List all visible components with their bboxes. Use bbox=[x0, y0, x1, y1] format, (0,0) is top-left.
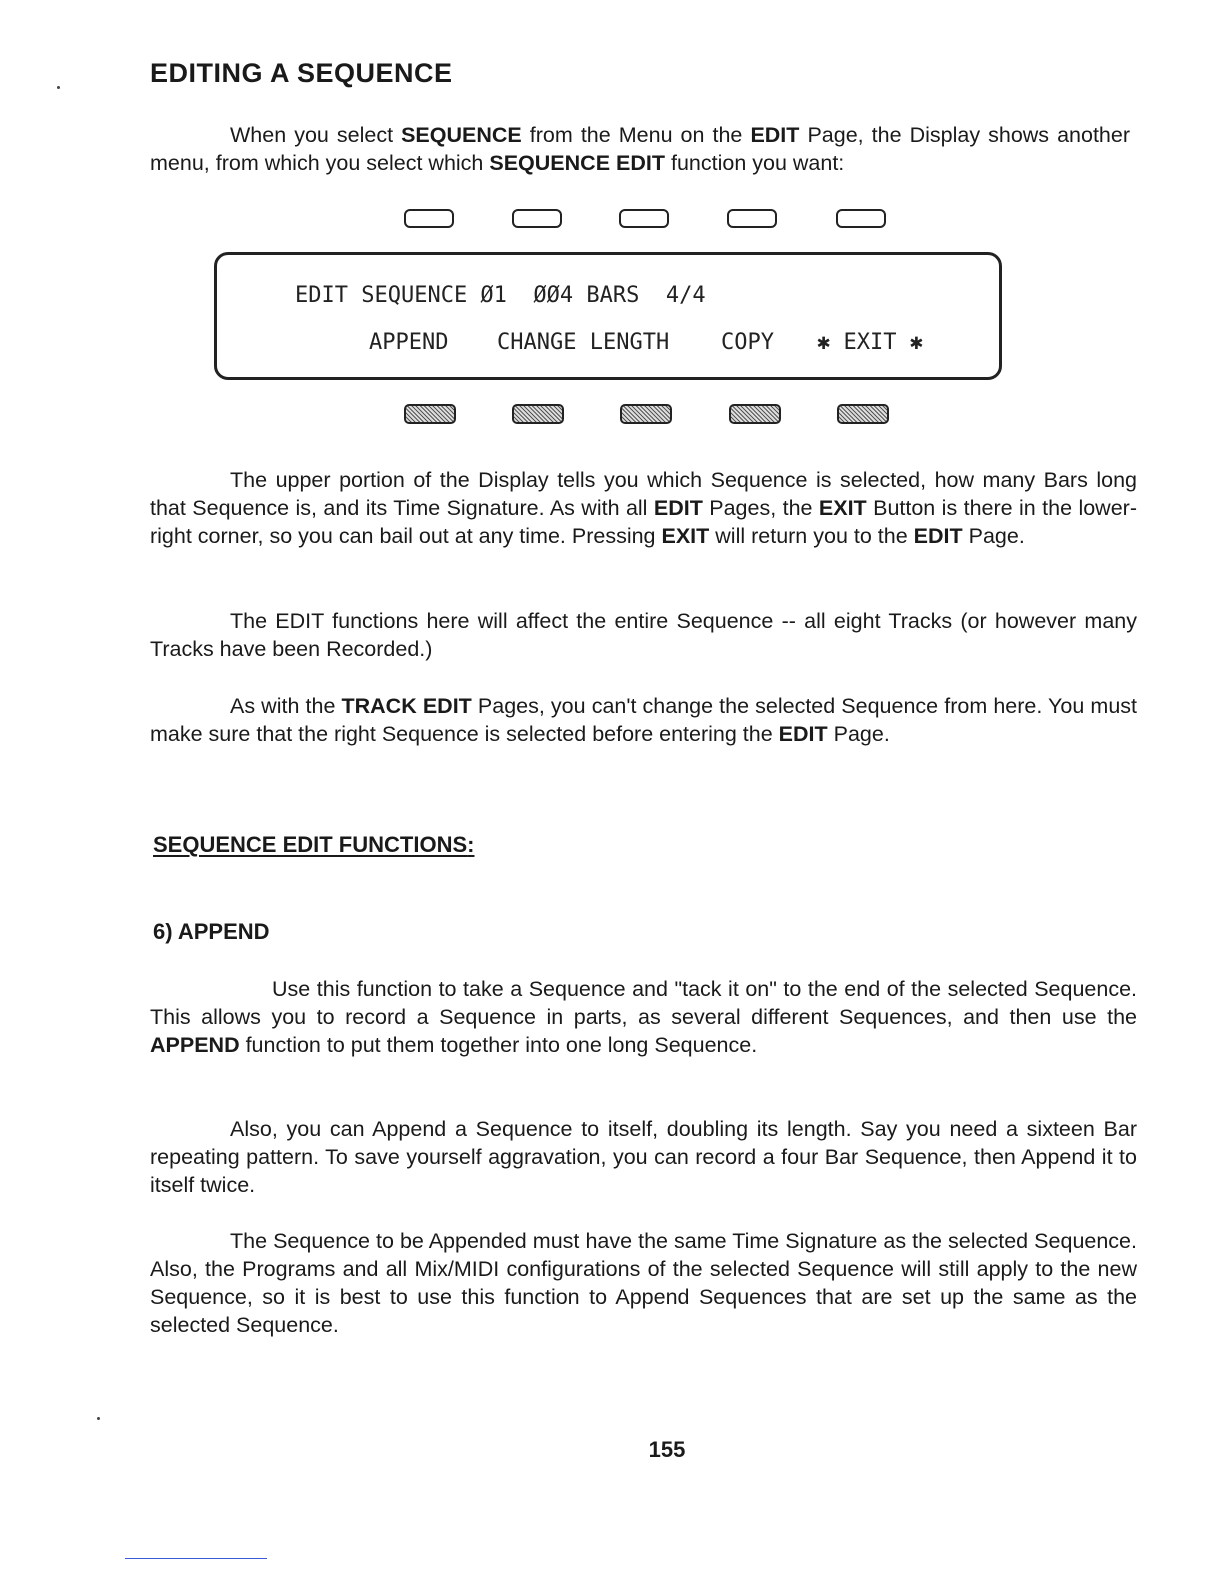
append-paragraph: Use this function to take a Sequence and "tack it on" to the end of the selected Sequence. This allows you to record a Sequence in parts, as several different Sequences, and then use the APPEND function to put them together into one long Sequence. bbox=[150, 977, 1137, 1057]
hard-key-blank[interactable] bbox=[620, 404, 672, 424]
display-description-paragraph: The upper portion of the Display tells you which Sequence is selected, how many Bars long that Sequence is, and its Time Signature. As with all EDIT Pages, the EXIT Button is there in the lower-right corner, so you can bail out at any time. Pressing EXIT will return you to the EDIT Page. bbox=[150, 468, 1137, 548]
soft-key-2[interactable] bbox=[512, 209, 562, 228]
hard-key-exit[interactable] bbox=[837, 404, 889, 424]
speck bbox=[97, 1417, 100, 1420]
soft-key-5[interactable] bbox=[836, 209, 886, 228]
soft-key-4[interactable] bbox=[727, 209, 777, 228]
edit-functions-paragraph: The EDIT functions here will affect the entire Sequence -- all eight Tracks (or however many Tracks have been Recorded.) bbox=[150, 609, 1137, 661]
soft-key-3[interactable] bbox=[619, 209, 669, 228]
speck bbox=[57, 86, 60, 89]
lcd-display bbox=[214, 252, 1002, 380]
subheading-append: 6) APPEND bbox=[153, 919, 270, 944]
display-status-line: EDIT SEQUENCE Ø1 ØØ4 BARS 4/4 bbox=[295, 283, 706, 308]
page-title: EDITING A SEQUENCE bbox=[150, 58, 453, 88]
display-item-append: APPEND bbox=[369, 330, 449, 355]
footer-rule bbox=[125, 1558, 267, 1559]
hard-key-change-length[interactable] bbox=[512, 404, 564, 424]
display-item-exit: ✱ EXIT ✱ bbox=[817, 330, 923, 355]
display-item-change-length: CHANGE LENGTH bbox=[497, 330, 670, 355]
display-item-copy: COPY bbox=[721, 330, 774, 355]
hard-key-copy[interactable] bbox=[729, 404, 781, 424]
soft-key-1[interactable] bbox=[404, 209, 454, 228]
intro-paragraph: When you select SEQUENCE from the Menu on the EDIT Page, the Display shows another menu, from which you select which SEQUENCE EDIT function you want: bbox=[150, 123, 1131, 175]
track-edit-paragraph: As with the TRACK EDIT Pages, you can't change the selected Sequence from here. You must make sure that the right Sequence is selected before entering the EDIT Page. bbox=[150, 694, 1137, 746]
time-signature-paragraph: The Sequence to be Appended must have the same Time Signature as the selected Sequence. Also, the Programs and all Mix/MIDI configurations of the selected Sequence will still apply to the new Sequence, so it is best to use this function to Append Sequences that are set up the same as the selected Sequence. bbox=[150, 1229, 1137, 1337]
page-number: 155 bbox=[648, 1437, 686, 1462]
hard-key-append[interactable] bbox=[404, 404, 456, 424]
append-itself-paragraph: Also, you can Append a Sequence to itself, doubling its length. Say you need a sixteen Bar repeating pattern. To save yourself aggravation, you can record a four Bar Sequence, then Append it to itself twice. bbox=[150, 1117, 1137, 1197]
section-heading: SEQUENCE EDIT FUNCTIONS: bbox=[153, 832, 475, 857]
